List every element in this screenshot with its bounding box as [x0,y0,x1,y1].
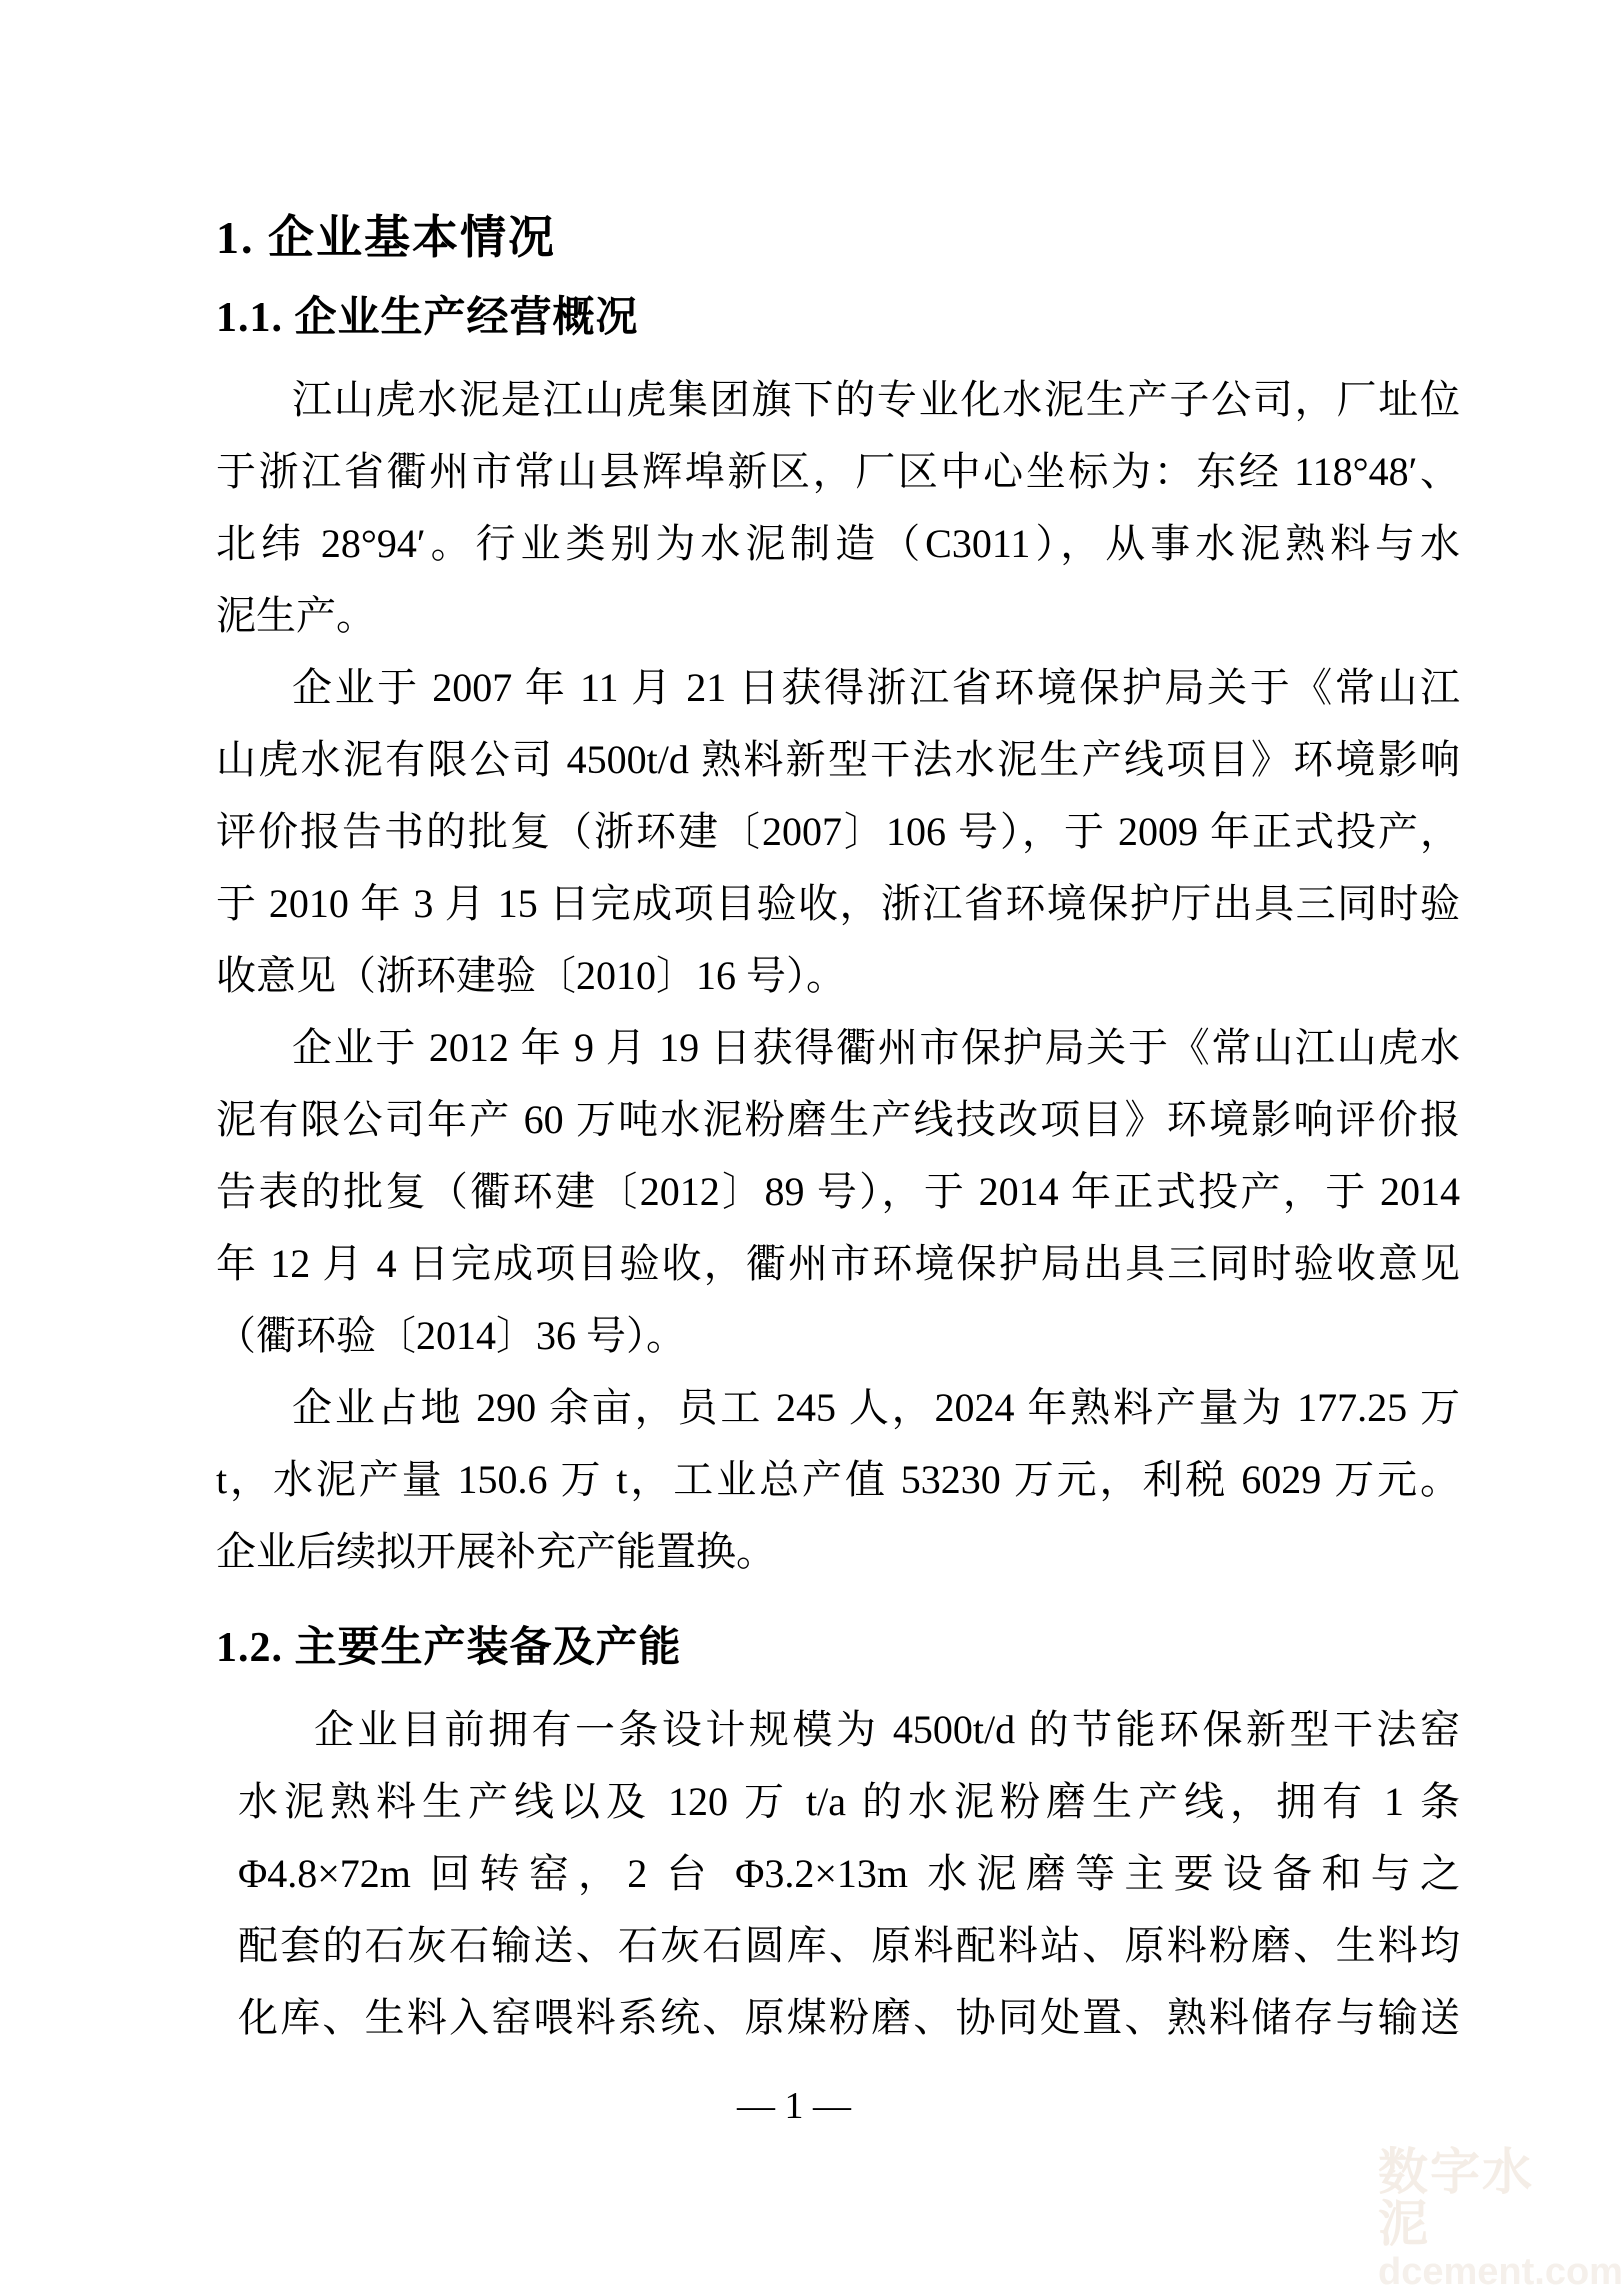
text-line: 北纬 28°94′。行业类别为水泥制造（C3011），从事水泥熟料与水 [216,521,1460,566]
text-line: 配套的石灰石输送、石灰石圆库、原料配料站、原料粉磨、生料均 [238,1923,1460,1968]
text-line: 山虎水泥有限公司 4500t/d 熟料新型干法水泥生产线项目》环境影响 [216,737,1460,782]
paragraph-2007-approval [216,652,1460,1012]
text-line: 泥生产。 [216,593,376,638]
text-line: t，水泥产量 150.6 万 t，工业总产值 53230 万元，利税 6029 万元。 [216,1457,1460,1502]
text-line: 收意见（浙环建验〔2010〕16 号）。 [216,953,846,998]
text-line: 企业后续拟开展补充产能置换。 [216,1529,776,1574]
section-heading-1-2: 1.2. 主要生产装备及产能 [216,1625,682,1671]
page-number: — 1 — [737,2085,851,2127]
text-line: 泥有限公司年产 60 万吨水泥粉磨生产线技改项目》环境影响评价报 [216,1097,1460,1142]
text-line: 企业于 2012 年 9 月 19 日获得衢州市保护局关于《常山江山虎水 [292,1025,1460,1070]
paragraph-equipment-capacity [216,1694,1460,2054]
text-line: 企业目前拥有一条设计规模为 4500t/d 的节能环保新型干法窑 [314,1707,1460,1752]
text-line: 年 12 月 4 日完成项目验收，衢州市环境保护局出具三同时验收意见 [216,1241,1460,1286]
text-line: （衢环验〔2014〕36 号）。 [216,1313,686,1358]
text-line: 企业占地 290 余亩，员工 245 人，2024 年熟料产量为 177.25 万 [292,1385,1460,1430]
paragraph-company-stats [216,1372,1460,1588]
section-heading-1: 1. 企业基本情况 [216,212,556,263]
paragraph-2012-approval [216,1012,1460,1372]
watermark-url-text: dcement.com [1378,2251,1623,2293]
text-line: 于 2010 年 3 月 15 日完成项目验收，浙江省环境保护厅出具三同时验 [216,881,1460,926]
text-line: 告表的批复（衢环建〔2012〕89 号），于 2014 年正式投产，于 2014 [216,1169,1460,1214]
watermark [1378,2144,1623,2294]
watermark-cn-text: 数字水泥 [1378,2144,1534,2252]
document-content [216,200,1460,2054]
text-line: 评价报告书的批复（浙环建〔2007〕106 号），于 2009 年正式投产， [216,809,1460,854]
text-line: 企业于 2007 年 11 月 21 日获得浙江省环境保护局关于《常山江 [292,665,1460,710]
text-line: Φ4.8×72m 回转窑，2 台 Φ3.2×13m 水泥磨等主要设备和与之 [238,1851,1460,1896]
text-line: 化库、生料入窑喂料系统、原煤粉磨、协同处置、熟料储存与输送 [238,1995,1460,2040]
paragraph-company-overview [216,364,1460,652]
text-line: 于浙江省衢州市常山县辉埠新区，厂区中心坐标为：东经 118°48′、 [216,449,1460,494]
section-heading-1-1: 1.1. 企业生产经营概况 [216,295,639,341]
text-line: 江山虎水泥是江山虎集团旗下的专业化水泥生产子公司，厂址位 [292,377,1460,422]
text-line: 水泥熟料生产线以及 120 万 t/a 的水泥粉磨生产线，拥有 1 条 [238,1779,1460,1824]
